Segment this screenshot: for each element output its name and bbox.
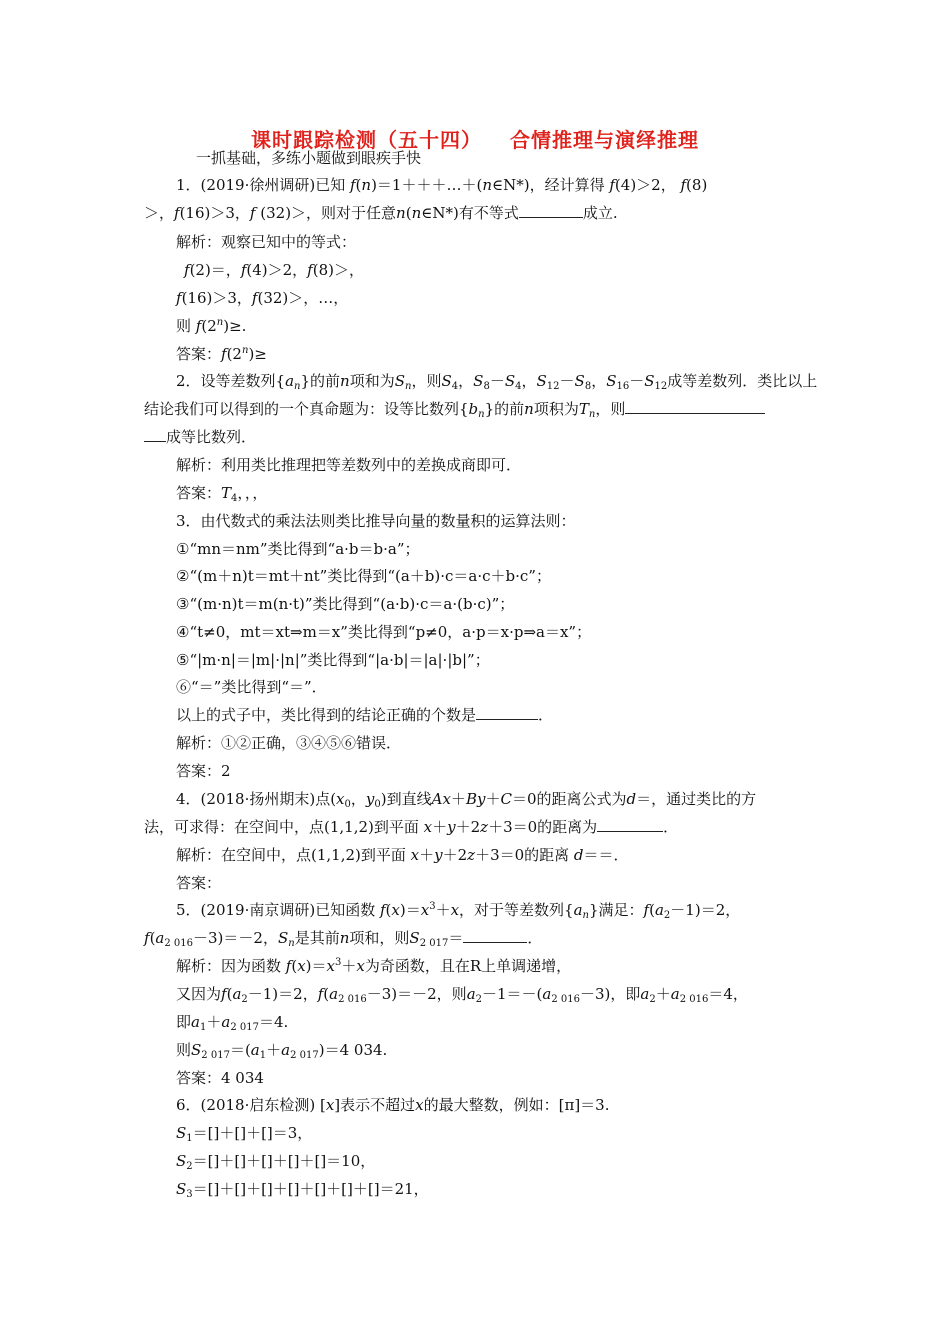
answer-blank[interactable] [144,427,166,442]
q5-line1: 5．(2019·南京调研)已知函数 $f(x)=x^3+x$，对于等差数列$\{a_n\}$满足：$f(a_2-1)=2$， [176,901,741,921]
q1-solution-line3: 则 $f(2^n)\ge$. [176,317,247,335]
answer-blank[interactable] [625,399,765,414]
q3-answer: 答案：2 [176,762,231,780]
q3-item: ①“mn＝nm”类比得到“a·b＝b·a”； [176,540,420,558]
answer-blank[interactable] [476,705,538,720]
q2-line2: 结论我们可以得到的一个真命题为：设等比数列$\{b_n\}$的前n项积为$T_n$，则 [144,399,765,419]
answer-blank[interactable] [519,203,583,218]
q1-line2: ＞，f(16)＞3，f (32)＞，则对于任意n(n∈N*)有不等式 成立. [144,204,618,222]
q2-line1: 2．设等差数列$\{a_n\}$的前n项和为$S_n$，则$S_4$，$S_8-S_4$，$S_{12}-S_8$，$S_{16}-S_{12}$成等差数列．类比以上 [176,372,818,392]
q4-line1: 4．(2018·扬州期末)点($x_0$，$y_0$)到直线Ax＋By＋C＝0的距离公式为d＝，通过类比的方 [176,790,757,810]
q5-solution-line2: 又因为$f(a_2-1)=2$，$f(a_{2 016}-3)=-2$，则$a_2-1=-(a_{2 016}-3)$，即$a_2+a_{2 016}=4$， [176,985,748,1005]
q1-solution-line1: f(2)＝，f(4)＞2，f(8)＞， [184,261,364,279]
q5-solution-line1: 解析：因为函数 $f(x)=x^3+x$为奇函数，且在R上单调递增， [176,957,572,975]
q1-solution-line2: f(16)＞3，f(32)＞，…， [176,289,349,307]
q5-answer: 答案：4 034 [176,1069,264,1087]
q3-question: 以上的式子中，类比得到的结论正确的个数是 ． [176,706,554,724]
title-main: 课时跟踪检测（五十四） [251,128,482,152]
title-topic: 合情推理与演绎推理 [510,128,699,152]
section-heading: 一抓基础，多练小题做到眼疾手快 [196,149,422,167]
q1-line1: 1．(2019·徐州调研)已知 f(n)＝1＋＋＋…＋(n∈N*)，经计算得 f(4)＞2， f(8) [176,176,708,194]
page-title [0,124,950,153]
q6-line1: 6．(2018·启东检测) [x]表示不超过x的最大整数，例如：[π]＝3. [176,1096,610,1114]
q2-solution: 解析：利用类比推理把等差数列中的差换成商即可． [176,456,522,474]
q6-s1: $S_1=[]+[]+[]=3$， [176,1124,313,1144]
q5-solution-line3: 即$a_1+a_{2 017}=4$. [176,1013,289,1033]
q5-line2: $f(a_{2 016}-3)=-2$，$S_n$是其前n项和，则$S_{2 017}=$ ． [144,929,543,949]
q4-answer: 答案： [176,874,222,892]
answer-blank[interactable] [463,928,527,943]
q3-item: ⑥“＝”类比得到“＝”． [176,678,327,696]
q4-solution: 解析：在空间中，点(1,1,2)到平面 x＋y＋2z＋3＝0的距离 d＝＝． [176,846,629,864]
q5-solution-line4: 则$S_{2 017}=(a_1+a_{2 017})=4$ 034. [176,1041,388,1061]
q1-solution-label: 解析：观察已知中的等式： [176,233,357,251]
q4-line2: 法，可求得：在空间中，点(1,1,2)到平面 x＋y＋2z＋3＝0的距离为 ． [144,818,679,836]
q1-answer: 答案：$f(2^n)\ge$ [176,345,267,363]
q2-answer: 答案：$T_4$，，， [176,484,268,504]
q2-line3: 成等比数列． [144,427,256,447]
q6-s2: $S_2=[]+[]+[]+[]+[]=10$， [176,1152,376,1172]
q3-item: ④“t≠0，mt＝xt⇒m＝x”类比得到“p≠0，a·p＝x·p⇒a＝x”； [176,623,592,641]
q3-stem: 3．由代数式的乘法法则类比推导向量的数量积的运算法则： [176,512,576,530]
answer-blank[interactable] [597,817,663,832]
q3-item: ③“(m·n)t＝m(n·t)”类比得到“(a·b)·c＝a·(b·c)”； [176,595,515,613]
q6-s3: $S_3=[]+[]+[]+[]+[]+[]+[]=21$， [176,1180,429,1200]
q3-item: ②“(m＋n)t＝mt＋nt”类比得到“(a＋b)·c＝a·c＋b·c”； [176,567,551,585]
q3-solution: 解析：①②正确，③④⑤⑥错误． [176,734,402,752]
q3-item: ⑤“|m·n|＝|m|·|n|”类比得到“|a·b|＝|a|·|b|”； [176,651,490,669]
